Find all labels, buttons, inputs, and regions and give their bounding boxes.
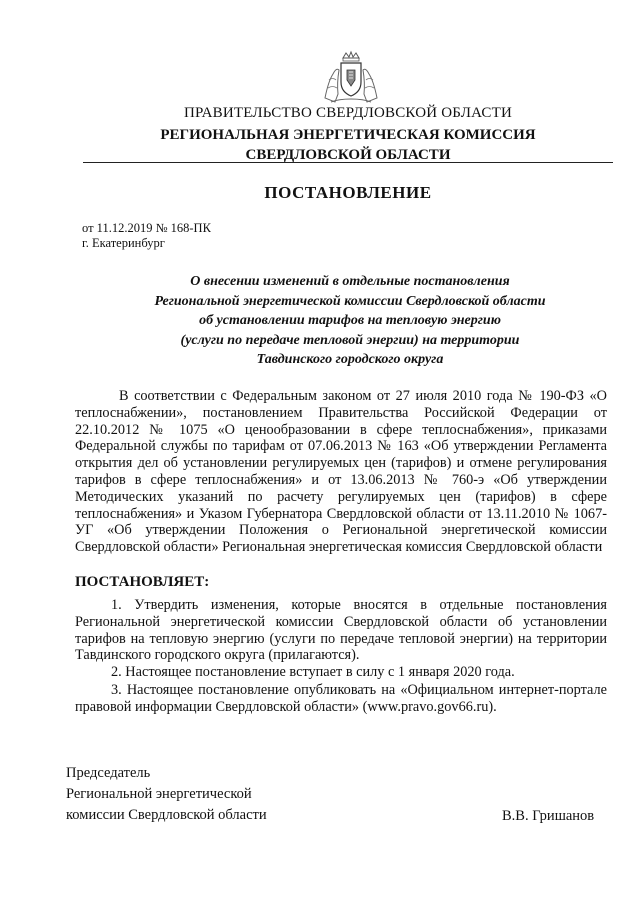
resolution-item-2: 2. Настоящее постановление вступает в силу с 1 января 2020 года. [111, 664, 515, 680]
header-government: ПРАВИТЕЛЬСТВО СВЕРДЛОВСКОЙ ОБЛАСТИ [183, 105, 513, 121]
title-line: Региональной энергетической комиссии Свердловской области [154, 293, 546, 309]
document-date-number: от 11.12.2019 № 168-ПК [82, 221, 211, 235]
document-title [60, 272, 640, 370]
document-type: ПОСТАНОВЛЕНИЕ [264, 183, 432, 202]
resolution-item-3: 3. Настоящее постановление опубликовать на «Официальном интернет-портале правовой информации Свердловской области» (www.pravo.gov66.ru). [75, 682, 607, 715]
title-line: (услуги по передаче тепловой энергии) на территории [180, 332, 520, 348]
header-commission: РЕГИОНАЛЬНАЯ ЭНЕРГЕТИЧЕСКАЯ КОМИССИЯ [160, 127, 536, 143]
preamble-paragraph: В соответствии с Федеральным законом от 27 июля 2010 года № 190-ФЗ «О теплоснабжении», постановлением Правительства Российской Федерации от 22.10.2012 № 1075 «О ценообразовании в сфере теплоснабжения», приказами Федеральной службы по тарифам от 07.06.2013 № 163 «Об утверждении Регламента открытия дел об установлении регулируемых цен (тарифов) и отмене регулирования тарифов в сфере теплоснабжения» и от 13.06.2013 № 760-э «Об утверждении Методических указаний по расчету регулируемых цен (тарифов) в сфере теплоснабжения» и Указом Губернатора Свердловской области от 13.11.2010 № 1067-УГ «Об утверждении Положения о Региональной энергетической комиссии Свердловской области» Региональная энергетическая комиссия Свердловской области [75, 388, 607, 556]
coat-of-arms-icon [321, 50, 381, 106]
title-line: об установлении тарифов на тепловую энергию [199, 313, 501, 328]
resolution-item-1: 1. Утвердить изменения, которые вносятся в отдельные постановления Региональной энергетической комиссии Свердловской области об установлении тарифов на тепловую энергию (услуги по передаче тепловой энергии) на территории Тавдинского городского округа (прилагаются). [75, 597, 607, 664]
signatory-title-line-2: Региональной энергетической [66, 786, 252, 802]
document-city: г. Екатеринбург [82, 236, 165, 250]
resolve-heading: ПОСТАНОВЛЯЕТ: [75, 574, 210, 590]
signatory-title-line-3: комиссии Свердловской области [66, 807, 267, 823]
title-line: О внесении изменений в отдельные постановления [190, 274, 510, 289]
header-region: СВЕРДЛОВСКОЙ ОБЛАСТИ [245, 147, 451, 163]
signatory-title-line-1: Председатель [66, 765, 151, 781]
signatory-name: В.В. Гришанов [502, 808, 595, 824]
header-divider [83, 162, 613, 163]
title-line: Тавдинского городского округа [256, 352, 444, 367]
